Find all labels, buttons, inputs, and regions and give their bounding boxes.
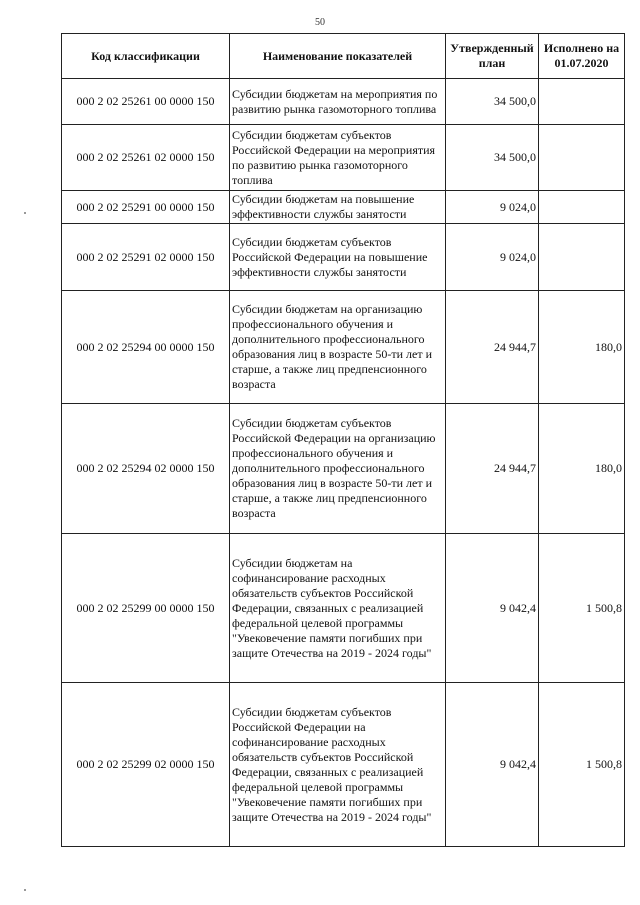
header-plan: Утвержденный план	[446, 34, 539, 79]
scan-mark	[24, 889, 26, 891]
row-name: Субсидии бюджетам субъектов Российской Федерации на софинансирование расходных обязательств субъектов Российской Федерации, связанных с реализацией федеральной целевой программы "Увековечение памяти погибших при защите Отечества на 2019 - 2024 годы"	[230, 683, 446, 847]
row-plan: 24 944,7	[446, 404, 539, 534]
row-plan: 34 500,0	[446, 125, 539, 191]
row-plan: 24 944,7	[446, 291, 539, 404]
row-executed	[539, 125, 625, 191]
table-row	[62, 79, 625, 125]
row-executed: 1 500,8	[539, 534, 625, 683]
header-executed: Исполнено на 01.07.2020	[539, 34, 625, 79]
row-plan: 9 042,4	[446, 534, 539, 683]
table-row	[62, 224, 625, 291]
row-executed: 180,0	[539, 291, 625, 404]
row-name: Субсидии бюджетам на организацию профессионального обучения и дополнительного профессионального образования лиц в возрасте 50-ти лет и старше, а также лиц предпенсионного возраста	[230, 291, 446, 404]
row-executed	[539, 191, 625, 224]
row-name: Субсидии бюджетам на софинансирование расходных обязательств субъектов Российской Федерации, связанных с реализацией федеральной целевой программы "Увековечение памяти погибших при защите Отечества на 2019 - 2024 годы"	[230, 534, 446, 683]
row-plan: 9 024,0	[446, 224, 539, 291]
table-row	[62, 291, 625, 404]
table-header-row	[62, 34, 625, 79]
row-name: Субсидии бюджетам на повышение эффективности службы занятости	[230, 191, 446, 224]
table-row	[62, 125, 625, 191]
row-code: 000 2 02 25299 00 0000 150	[62, 534, 230, 683]
scan-mark	[24, 212, 26, 214]
row-plan: 9 042,4	[446, 683, 539, 847]
budget-table	[61, 33, 625, 847]
row-name: Субсидии бюджетам на мероприятия по развитию рынка газомоторного топлива	[230, 79, 446, 125]
table-row	[62, 404, 625, 534]
row-code: 000 2 02 25291 02 0000 150	[62, 224, 230, 291]
row-executed: 1 500,8	[539, 683, 625, 847]
row-code: 000 2 02 25294 00 0000 150	[62, 291, 230, 404]
row-code: 000 2 02 25294 02 0000 150	[62, 404, 230, 534]
header-code: Код классификации	[62, 34, 230, 79]
table-row	[62, 683, 625, 847]
row-executed: 180,0	[539, 404, 625, 534]
row-executed	[539, 224, 625, 291]
header-name: Наименование показателей	[230, 34, 446, 79]
table-row	[62, 534, 625, 683]
row-plan: 34 500,0	[446, 79, 539, 125]
row-name: Субсидии бюджетам субъектов Российской Федерации на повышение эффективности службы занятости	[230, 224, 446, 291]
row-name: Субсидии бюджетам субъектов Российской Федерации на организацию профессионального обучения и дополнительного профессионального образования лиц в возрасте 50-ти лет и старше, а также лиц предпенсионного возраста	[230, 404, 446, 534]
row-code: 000 2 02 25261 00 0000 150	[62, 79, 230, 125]
table-row	[62, 191, 625, 224]
row-plan: 9 024,0	[446, 191, 539, 224]
row-code: 000 2 02 25261 02 0000 150	[62, 125, 230, 191]
row-executed	[539, 79, 625, 125]
row-name: Субсидии бюджетам субъектов Российской Федерации на мероприятия по развитию рынка газомоторного топлива	[230, 125, 446, 191]
row-code: 000 2 02 25291 00 0000 150	[62, 191, 230, 224]
page-number: 50	[315, 17, 325, 28]
row-code: 000 2 02 25299 02 0000 150	[62, 683, 230, 847]
